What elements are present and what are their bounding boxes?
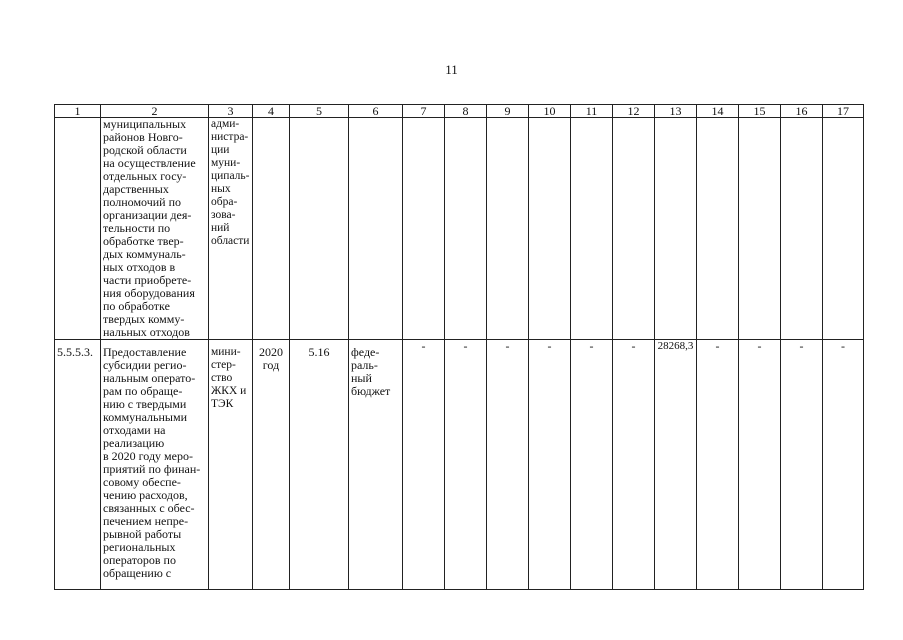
column-header: 10 — [529, 105, 571, 118]
item-number-cell: 5.5.5.3. — [55, 340, 101, 590]
column-header: 16 — [781, 105, 823, 118]
executor-cell: адми- нистра- ции муни- ципаль- ных обра- зова- ний области — [209, 118, 253, 340]
column-header: 2 — [101, 105, 209, 118]
column-header: 1 — [55, 105, 101, 118]
table-cell — [781, 118, 823, 340]
column-header: 6 — [349, 105, 403, 118]
table-row — [55, 340, 864, 590]
column-header: 3 — [209, 105, 253, 118]
description-cell: Предоставление субсидии регио- нальным операто- рам по обраще- нию с твердыми коммунальными отходами на реализацию в 2020 году меро- приятий по финан- совому обеспе- чению расходов, связанных с обес- печением непре- рывной работы региональных операторов по обращению с — [101, 340, 209, 590]
value-cell: - — [487, 340, 529, 590]
column-header: 15 — [739, 105, 781, 118]
table-cell — [445, 118, 487, 340]
value-cell: - — [739, 340, 781, 590]
column-header: 5 — [290, 105, 349, 118]
table-cell — [403, 118, 445, 340]
column-header: 14 — [697, 105, 739, 118]
value-cell: - — [529, 340, 571, 590]
value-cell: - — [571, 340, 613, 590]
table-cell — [571, 118, 613, 340]
year-cell: 2020 год — [253, 340, 290, 590]
header-row — [55, 105, 864, 118]
table-cell — [487, 118, 529, 340]
value-cell: - — [823, 340, 864, 590]
value-cell: - — [781, 340, 823, 590]
column-header: 9 — [487, 105, 529, 118]
table-cell — [823, 118, 864, 340]
table-cell — [290, 118, 349, 340]
column-header: 7 — [403, 105, 445, 118]
value-cell: - — [445, 340, 487, 590]
column-header: 8 — [445, 105, 487, 118]
table-cell — [655, 118, 697, 340]
table-cell — [349, 118, 403, 340]
value-cell: - — [613, 340, 655, 590]
table-cell — [55, 118, 101, 340]
column-header: 12 — [613, 105, 655, 118]
column-header: 17 — [823, 105, 864, 118]
column-header: 4 — [253, 105, 290, 118]
executor-cell: мини- стер- ство ЖКХ и ТЭК — [209, 340, 253, 590]
description-cell: муниципальных районов Новго- родской области на осуществление отдельных госу- дарственных полномочий по организации дея- тельности по обработке твер- дых коммуналь- ных отходов в части приобрете- ния оборудования по обработке твердых комму- нальных отходов — [101, 118, 209, 340]
value-cell: 28268,3 — [655, 340, 697, 590]
table-cell — [613, 118, 655, 340]
table-cell — [253, 118, 290, 340]
table-cell — [739, 118, 781, 340]
table-cell — [529, 118, 571, 340]
page-number: 11 — [445, 62, 458, 77]
table-cell — [697, 118, 739, 340]
value-cell: - — [403, 340, 445, 590]
table-row — [55, 118, 864, 340]
column-header: 13 — [655, 105, 697, 118]
indicator-cell: 5.16 — [290, 340, 349, 590]
value-cell: - — [697, 340, 739, 590]
column-header: 11 — [571, 105, 613, 118]
program-table — [54, 104, 864, 590]
funding-source-cell: феде- раль- ный бюджет — [349, 340, 403, 590]
